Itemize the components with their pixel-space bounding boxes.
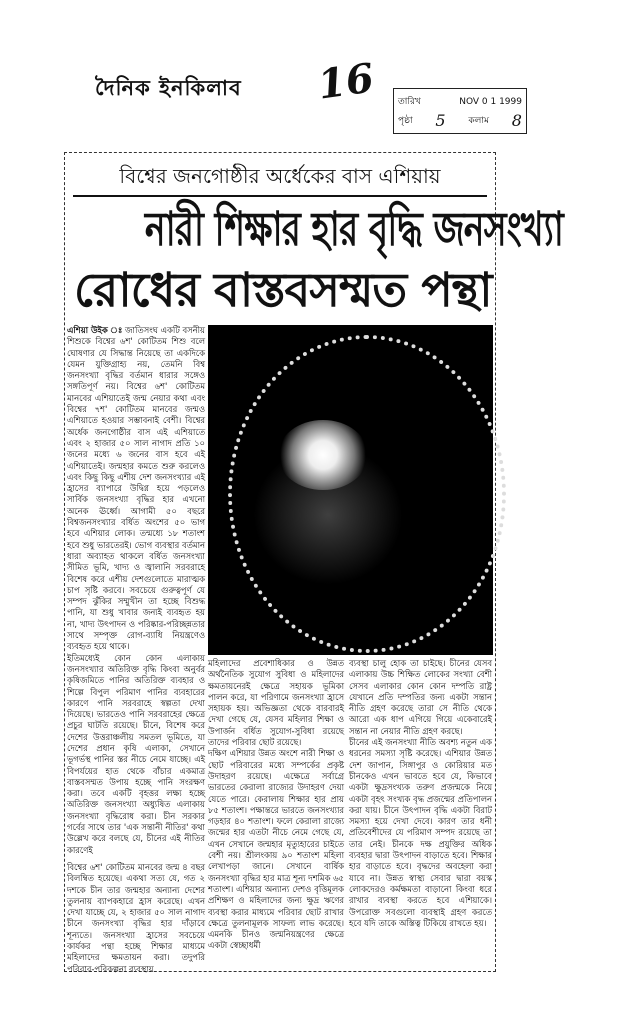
paragraph: বিশ্বের ৬শ' কোটিতম মানবের জন্ম ৪ বছর বিলম্বিত হয়েছে। একথা সত্য যে, গত ২ দশকে চীন তার জন্মহার অন্যান্য দেশের তুলনায় ব্যাপকহারে হ্রাস করেছে। এখন দেখা যাচ্ছে যে, ২ হাজার ৫০ সাল নাগাদ চীনে জনসংখ্যা বৃদ্ধির হার দাঁড়াবে শূন্যতে। জনসংখ্যা হ্রাসের সবচেয়ে কার্যকর পন্থা হচ্ছে শিক্ষার মাধ্যমে মহিলাদের ক্ষমতায়ন করা। তদুপরি পরিবার-পরিকল্পনা ব্যবস্থায় [67,861,205,974]
paragraph [67,325,205,653]
article-column-2 [208,658,344,964]
paragraph-text: জাতিসংঘ একটি বসনীয় শিশুকে বিশ্বের ৬শ' কোটিতম শিশু বলে ঘোষণার যে সিদ্ধান্ত নিয়েছে তা একদিকে যেমন যুক্তিগ্রাহ্য নয়, তেমনি বিশ্ব জনসংখ্যা বৃদ্ধির বর্তমান ধারার সঙ্গেও সঙ্গতিপূর্ণ নয়। বিশ্বের ৬শ' কোটিতম মানবের এশিয়াতেই জন্ম নেয়ার কথা এবং বিশ্বের ৭শ' কোটিতম মানবের জন্মও এশিয়াতে হওয়ার সম্ভাবনাই বেশী। বিশ্বের অর্ধেক জনগোষ্ঠীর বাস এই এশিয়াতে এবং ২ হাজার ৫০ সাল নাগাদ প্রতি ১০ জনের মধ্যে ৬ জনের বাস হবে এই এশিয়াতেই। জন্মহার কমতে শুরু করলেও এবং কিছু কিছু এশীয় দেশ জনসংখ্যার এই হ্রাসের ব্যাপারে উদ্বিগ্ন হয়ে পড়লেও সার্বিক জনসংখ্যা বৃদ্ধির হার এখনো অনেক ঊর্ধ্বে। আগামী ৫০ বছরে বিশ্বজনসংখ্যার বর্ধিত অংশের ৫০ ভাগ হবে এশিয়ার লোক। তন্মধ্যে ১৮ শতাংশ হবে শুধু ভারতেরই। ভোগ ব্যবস্থার বর্তমান ধারা অব্যাহত থাকলে বর্ধিত জনসংখ্যা সীমিত ভূমি, খাদ্য ও জ্বালানি সরবরাহে বিশেষ করে এশীয় দেশগুলোতে মারাত্মক চাপ সৃষ্টি করবে। সবচেয়ে গুরুত্বপূর্ণ যে সম্পদ ঝুঁকির সম্মুখীন তা হচ্ছে বিশুদ্ধ পানি, যা শুধু খাবার জন্যই ব্যবহৃত হয় না, খাদ্য উৎপাদন ও পরিষ্কার-পরিচ্ছন্নতার সাথে সম্পৃক্ত রোগ-ব্যাধি নিয়ন্ত্রণেও ব্যবহৃত হয়ে থাকে। [67,325,205,652]
column-label: কলাম [468,116,489,126]
article-column-1 [67,325,205,974]
paragraph: ব্যবস্থা চালু হোক তা চাইছে। চীনের যেসব এলাকায় উচ্চ শিক্ষিত লোকের সংখ্যা বেশী সেসব এলাকার কোন কোন দম্পতি রাষ্ট্র যেখানে প্রতি দম্পতির জন্য একটা সন্তান নীতি গ্রহণ করেছে তারা সে নীতি থেকে আরো এক ধাপ এগিয়ে গিয়ে একেবারেই সন্তান না নেয়ার নীতি গ্রহণ করছে। [349,658,492,736]
article-headline [71,199,564,321]
news-article [64,152,564,974]
date-label: তারিখ [398,97,421,107]
headline-line-2: রোধের বাস্তবসম্মত পন্থা [73,263,492,318]
paragraph: ইতিমধ্যেই কোন কোন এলাকায় জনসংখ্যার অতিরিক্ত বৃদ্ধি কিংবা অনুর্বর কৃষিজমিতে পানির অতিরিক্ত ব্যবহার ও শিল্পে বিপুল পরিমাণ পানির ব্যবহারের কারণে পানি সরবরাহে স্বল্পতা দেখা দিয়েছে। ভারতেও পানি সরবরাহের ক্ষেত্রে প্রচুর ঘাটতি রয়েছে। চীনে, বিশেষ করে দেশের উত্তরাঞ্চলীয় সমতল ভূমিতে, যা দেশের প্রধান কৃষি এলাকা, সেখানে ভূগর্ভস্থ পানির স্তর নীচে নেমে যাচ্ছে। এই বিপর্যয়ের হাত থেকে বাঁচার একমাত্র বাস্তবসম্মত উপায় হচ্ছে পানি সংরক্ষণ করা। তবে একটি বৃহত্তর লক্ষ্য হচ্ছে অতিরিক্ত জনসংখ্যা অধ্যুষিত এলাকায় জনসংখ্যা বৃদ্ধিরোধ করা। চীন সরকার গর্বের সাথে তার 'এক সন্তানী নীতির' কথা উল্লেখ করে বলছে যে, চীনের এই নীতির কারণেই [67,652,205,855]
paragraph: দক্ষিণ এশিয়ার উন্নত অংশে নারী শিক্ষা ও ছোট পরিবারের মধ্যে সম্পর্কের প্রকৃষ্ট উদাহরণ রয়েছে। এক্ষেত্রে সর্বাগ্রে ভারতের কেরালা রাজ্যের উদাহরণ দেয়া যেতে পারে। কেরালায় শিক্ষার হার প্রায় ৮৫ শতাংশ। পক্ষান্তরে ভারতে জনসংখ্যার গড়হার ৪০ শতাংশ। ফলে কেরালা রাজ্যে জন্মের হার এতটা নীচে নেমে গেছে যে, এখন সেখানে জন্মহার মৃত্যুহারের চাইতে বেশী নয়। শ্রীলংকায় ৯০ শতাংশ মহিলা লেখাপড়া জানে। সেখানে বার্ষিক জনসংখ্যা বৃদ্ধির হার মাত্র শূন্য দশমিক ৬৫ শতাংশ। এশিয়ার অন্যান্য দেশও বৃত্তিমূলক প্রশিক্ষণ ও মহিলাদের জন্য ক্ষুদ্র ঋণের ব্যবস্থা করার মাধ্যমে পরিবার ছোট রাখার ক্ষেত্রে তুলনামূলক সাফল্য লাভ করেছে। এমনকি চীনও জন্মনিয়ন্ত্রণের ক্ষেত্রে একটা স্বেচ্ছাধর্মী [208,748,344,951]
article-column-3 [349,658,492,956]
article-photo [208,325,493,655]
handwritten-number: 16 [315,54,377,109]
page-label: পৃষ্ঠা [398,116,413,126]
byline: এশিয়া উইক ঃ [67,325,123,335]
headline-line-1-row [71,199,564,260]
headline-line-2-row [71,260,492,321]
column-value: 8 [511,110,522,130]
date-value: NOV 0 1 1999 [459,96,522,107]
article-kicker [73,161,487,191]
photo-dotted-ring [228,335,506,653]
paragraph: মহিলাদের প্রবেশাধিকার ও উন্নত অর্থনৈতিক সুযোগ সুবিধা ও মহিলাদের ক্ষমতায়নেরই ক্ষেত্রে সহায়ক ভূমিকা পালন করে, যা পরিণামে জনসংখ্যা হ্রাসে সহায়ক হয়। অভিজ্ঞতা থেকে বারবারই দেখা গেছে যে, যেসব মহিলার শিক্ষা ও উপার্জন বর্ধিত সুযোগ-সুবিধা রয়েছে তাদের পরিবার ছোট রয়েছে। [208,658,344,748]
paragraph: চীনের এই জনসংখ্যা নীতি অবশ্য নতুন এক ধরনের সমস্যা সৃষ্টি করেছে। এশিয়ার উন্নত দেশ জাপান, সিঙ্গাপুর ও কোরিয়ার মত চীনকেও এখন ভাবতে হবে যে, কিভাবে একটা ক্ষুদ্রসংখ্যক তরুণ প্রজন্মকে নিয়ে একটা বৃহৎ সংখ্যক বৃদ্ধ প্রজন্মের প্রতিপালন করা যায়। চীনে উৎপাদন বৃদ্ধি একটা বিরাট সমস্যা হয়ে দেখা দেবে। কারণ তার ধনী প্রতিবেশীদের যে পরিমাণ সম্পদ রয়েছে তা তার নেই। চীনকে দক্ষ প্রযুক্তির অধিক ব্যবহার দ্বারা উৎপাদন বাড়াতে হবে। শিক্ষার হার বাড়াতে হবে। বৃদ্ধদের অবহেলা করা যাবে না। উন্নত স্বাস্থ্য সেবার দ্বারা বয়স্ক লোকদেরও কর্মক্ষমতা বাড়ানো কিংবা ধরে রাখার ব্যবস্থা করতে হবে এশিয়াকে। উপরোক্ত সবগুলো ব্যবস্থাই গ্রহণ করতে হবে যদি তাকে অস্তিত্ব টিকিয়ে রাখতে হয়। [349,737,492,928]
page-value: 5 [435,110,446,130]
newspaper-masthead: দৈনিক ইনকিলাব [95,76,242,100]
date-stamp-box [393,88,527,134]
kicker-text: বিশ্বের জনগোষ্ঠীর অর্ধেকের বাস এশিয়ায় [119,164,441,188]
kicker-divider [73,195,487,197]
headline-line-1: নারী শিক্ষার হার বৃদ্ধি জনসংখ্যা [144,202,564,257]
